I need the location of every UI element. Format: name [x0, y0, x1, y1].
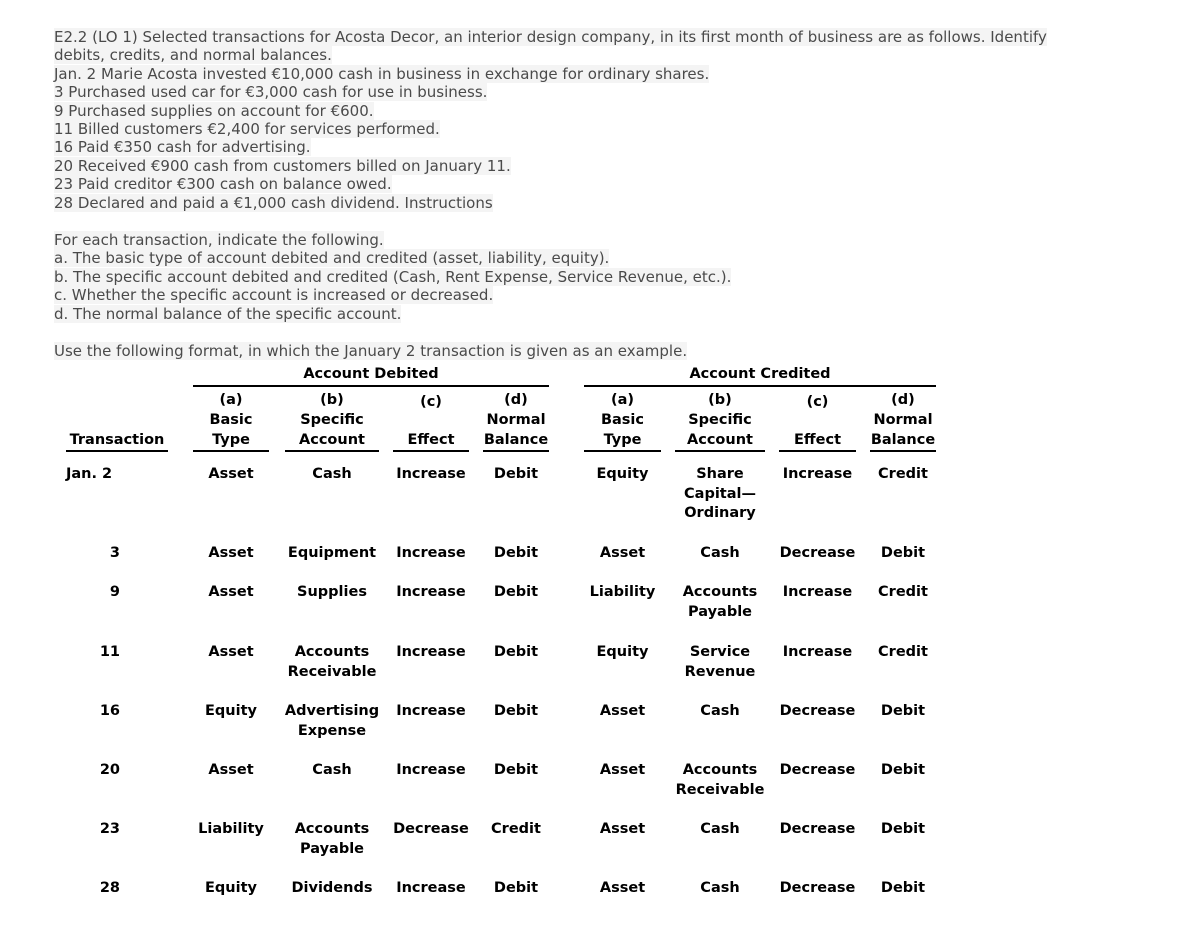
cell-line: Decrease: [779, 880, 856, 896]
instruction-line: [54, 305, 1134, 323]
column-header-line: Account: [299, 432, 365, 448]
credit-normal-balance-cell: [862, 761, 944, 781]
cell-line: Credit: [878, 466, 928, 482]
intro-line: [54, 83, 1134, 101]
cell-line: Payable: [300, 840, 364, 857]
instruction-line-text: b. The specific account debited and credited (Cash, Rent Expense, Service Revenue, etc.).: [54, 267, 732, 286]
credit-effect-cell: [771, 583, 864, 603]
debit-effect-cell: [385, 583, 477, 603]
cell-line: Service: [689, 644, 751, 660]
intro-line: [54, 157, 1134, 175]
credit-normal-balance-cell: [862, 583, 944, 603]
cell-line: Debit: [880, 821, 926, 837]
intro-line: [54, 175, 1134, 193]
debit-specific-account-cell: [277, 761, 387, 781]
debit-specific-account-cell: [277, 879, 387, 899]
credit-effect-cell: [771, 761, 864, 781]
credit-normal-balance-cell: [862, 879, 944, 899]
cell-line: Asset: [599, 703, 646, 719]
credit-specific-account-cell: [667, 465, 773, 524]
credit-basic-type-cell: [576, 879, 669, 899]
credit-basic-type-cell: [576, 761, 669, 781]
column-header-line: (d): [891, 392, 915, 408]
column-header-line: (c): [420, 394, 442, 410]
credit-basic-type-cell: [576, 820, 669, 840]
cell-line: Decrease: [393, 821, 469, 837]
debit-basic-type-cell: [185, 820, 277, 840]
instruction-line-text: For each transaction, indicate the following.: [54, 231, 384, 249]
transaction-date: 28: [99, 880, 120, 896]
credit-normal-balance-header: [870, 392, 936, 452]
intro-line-text: 9 Purchased supplies on account for €600.: [54, 101, 374, 120]
debit-effect-cell: [385, 761, 477, 781]
intro-line: [54, 102, 1134, 120]
cell-line: Asset: [208, 466, 254, 482]
cell-line: Debit: [880, 545, 926, 561]
intro-line-text: debits, credits, and normal balances.: [54, 46, 332, 65]
column-header-line: Balance: [870, 432, 936, 448]
credit-basic-type-cell: [576, 465, 669, 485]
debit-effect-cell: [385, 820, 477, 840]
column-header-line: Account: [687, 432, 753, 448]
intro-line: [54, 65, 1134, 83]
cell-line: Debit: [880, 880, 926, 896]
instruction-line-text: a. The basic type of account debited and credited (asset, liability, equity).: [54, 249, 610, 268]
debit-normal-balance-cell: [475, 544, 557, 564]
column-header-line: Specific: [300, 412, 364, 428]
transaction-date: 3: [109, 545, 120, 561]
cell-line: Decrease: [779, 821, 856, 837]
debit-specific-account-cell: [277, 465, 387, 485]
cell-line: Asset: [208, 644, 254, 660]
debit-basic-type-cell: [185, 465, 277, 485]
credit-effect-cell: [771, 465, 864, 485]
intro-line: [54, 28, 1134, 46]
debit-specific-account-cell: [277, 643, 387, 682]
cell-line: Cash: [312, 466, 352, 482]
cell-line: Advertising: [284, 703, 380, 719]
cell-line: Liability: [198, 821, 264, 837]
cell-line: Increase: [782, 466, 853, 482]
problem-statement: [54, 28, 1134, 212]
debit-normal-balance-cell: [475, 643, 557, 663]
cell-line: Expense: [297, 722, 367, 739]
debit-specific-account-header: [285, 392, 379, 452]
column-header-line: [779, 412, 856, 430]
credit-basic-type-cell: [576, 544, 669, 564]
debit-effect-cell: [385, 643, 477, 663]
cell-line: Supplies: [297, 584, 367, 600]
cell-line: Asset: [599, 762, 646, 778]
group-header-debited: Account Debited: [193, 365, 549, 387]
intro-line-text: 11 Billed customers €2,400 for services performed.: [54, 120, 440, 139]
cell-line: Equity: [205, 880, 257, 896]
format-note: [54, 342, 1134, 360]
cell-line: Decrease: [779, 545, 856, 561]
intro-line-text: E2.2 (LO 1) Selected transactions for Acosta Decor, an interior design company, in its first month of business are as follows. Identify: [54, 28, 1047, 46]
cell-line: Accounts: [682, 762, 758, 778]
cell-line: Debit: [493, 644, 539, 660]
instruction-line: [54, 268, 1134, 286]
cell-line: Credit: [491, 821, 541, 837]
intro-line-text: Jan. 2 Marie Acosta invested €10,000 cash in business in exchange for ordinary shares.: [54, 64, 710, 83]
debit-effect-cell: [385, 465, 477, 485]
credit-specific-account-cell: [667, 761, 773, 800]
credit-normal-balance-cell: [862, 643, 944, 663]
credit-normal-balance-cell: [862, 544, 944, 564]
debit-specific-account-cell: [277, 820, 387, 859]
column-header-line: Normal: [873, 412, 933, 428]
column-header-line: (c): [806, 394, 829, 410]
cell-line: Capital—: [684, 485, 756, 502]
cell-line: Increase: [396, 466, 466, 482]
cell-line: Debit: [880, 762, 926, 778]
column-header-line: Type: [603, 432, 642, 448]
credit-normal-balance-cell: [862, 820, 944, 840]
intro-line: [54, 120, 1134, 138]
credit-specific-account-cell: [667, 544, 773, 564]
cell-line: Debit: [493, 880, 539, 896]
credit-basic-type-cell: [576, 702, 669, 722]
cell-line: Debit: [880, 703, 926, 719]
column-header-line: [393, 412, 469, 430]
intro-line-text: 3 Purchased used car for €3,000 cash for use in business.: [54, 83, 488, 102]
column-header-line: Effect: [793, 432, 841, 448]
credit-specific-account-header: [675, 392, 765, 452]
intro-line: [54, 46, 1134, 64]
cell-line: Receivable: [287, 663, 377, 680]
cell-line: Increase: [396, 703, 466, 719]
instruction-line-text: d. The normal balance of the specific account.: [54, 304, 402, 323]
column-header-line: Normal: [486, 412, 546, 428]
debit-specific-account-cell: [277, 702, 387, 741]
credit-effect-cell: [771, 702, 864, 722]
credit-specific-account-cell: [667, 643, 773, 682]
cell-line: Cash: [700, 880, 740, 896]
credit-normal-balance-cell: [862, 702, 944, 722]
debit-normal-balance-cell: [475, 702, 557, 722]
intro-line: [54, 194, 1134, 212]
debit-basic-type-header: [193, 392, 269, 452]
column-header-line: (b): [708, 392, 732, 408]
debit-basic-type-cell: [185, 702, 277, 722]
transaction-date: Jan. 2: [66, 466, 113, 482]
group-header-credited: Account Credited: [584, 365, 936, 387]
debit-normal-balance-cell: [475, 465, 557, 485]
cell-line: Liability: [589, 584, 656, 600]
cell-line: Equity: [205, 703, 257, 719]
cell-line: Equity: [596, 644, 649, 660]
cell-line: Cash: [700, 821, 740, 837]
credit-basic-type-cell: [576, 643, 669, 663]
cell-line: Asset: [599, 880, 646, 896]
cell-line: Accounts: [294, 821, 370, 837]
cell-line: Asset: [599, 545, 646, 561]
intro-line-text: 28 Declared and paid a €1,000 cash dividend. Instructions: [54, 193, 493, 212]
cell-line: Ordinary: [684, 505, 756, 521]
debit-effect-cell: [385, 879, 477, 899]
transaction-header: [66, 392, 168, 452]
instruction-line: [54, 231, 1134, 249]
debit-specific-account-cell: [277, 583, 387, 603]
intro-line-text: 20 Received €900 cash from customers billed on January 11.: [54, 156, 511, 175]
transaction-date: 11: [99, 644, 120, 660]
debit-specific-account-cell: [277, 544, 387, 564]
instruction-line-text: c. Whether the specific account is increased or decreased.: [54, 286, 494, 305]
column-header-line: Basic: [600, 412, 645, 428]
cell-line: Increase: [396, 762, 466, 778]
debit-effect-cell: [385, 544, 477, 564]
cell-line: Increase: [782, 584, 853, 600]
debit-normal-balance-cell: [475, 583, 557, 603]
cell-line: Accounts: [682, 584, 758, 600]
intro-line-text: 23 Paid creditor €300 cash on balance owed.: [54, 175, 392, 194]
cell-line: Debit: [493, 466, 539, 482]
column-header-line: Balance: [483, 432, 549, 448]
cell-line: Credit: [878, 584, 928, 600]
debit-effect-cell: [385, 702, 477, 722]
debit-basic-type-cell: [185, 583, 277, 603]
credit-specific-account-cell: [667, 583, 773, 622]
cell-line: Asset: [599, 821, 646, 837]
instructions: [54, 231, 1134, 323]
cell-line: Cash: [312, 762, 352, 778]
instruction-line: [54, 249, 1134, 267]
cell-line: Debit: [493, 703, 539, 719]
cell-line: Revenue: [684, 663, 756, 680]
debit-normal-balance-cell: [475, 820, 557, 840]
cell-line: Asset: [208, 545, 254, 561]
column-header-line: (b): [320, 392, 344, 408]
credit-effect-header: [779, 392, 856, 452]
debit-basic-type-cell: [185, 544, 277, 564]
cell-line: Cash: [700, 703, 740, 719]
credit-effect-cell: [771, 544, 864, 564]
transaction-date: 16: [99, 703, 120, 719]
debit-normal-balance-cell: [475, 879, 557, 899]
debit-basic-type-cell: [185, 879, 277, 899]
debit-basic-type-cell: [185, 643, 277, 663]
column-header-line: (a): [610, 392, 635, 408]
cell-line: Cash: [700, 545, 740, 561]
transaction-header-label: Transaction: [69, 432, 165, 448]
column-header-line: Type: [212, 432, 250, 448]
cell-line: Asset: [208, 584, 254, 600]
cell-line: Debit: [493, 545, 539, 561]
cell-line: Payable: [688, 603, 752, 620]
column-header-line: Basic: [209, 412, 253, 428]
credit-effect-cell: [771, 879, 864, 899]
credit-basic-type-cell: [576, 583, 669, 603]
cell-line: Increase: [396, 545, 466, 561]
cell-line: Dividends: [291, 880, 373, 896]
debit-effect-header: [393, 392, 469, 452]
debit-normal-balance-header: [483, 392, 549, 452]
credit-effect-cell: [771, 820, 864, 840]
cell-line: Asset: [208, 762, 254, 778]
cell-line: Increase: [396, 644, 466, 660]
column-header-line: Specific: [688, 412, 752, 428]
credit-specific-account-cell: [667, 702, 773, 722]
format-line: Use the following format, in which the January 2 transaction is given as an example.: [54, 342, 688, 360]
cell-line: Decrease: [779, 703, 856, 719]
instruction-line: [54, 286, 1134, 304]
credit-normal-balance-cell: [862, 465, 944, 485]
cell-line: Share: [696, 466, 744, 482]
credit-specific-account-cell: [667, 820, 773, 840]
cell-line: Debit: [493, 584, 539, 600]
cell-line: Decrease: [779, 762, 856, 778]
transaction-date: 23: [99, 821, 120, 837]
column-header-line: Effect: [407, 432, 455, 448]
debit-normal-balance-cell: [475, 761, 557, 781]
credit-effect-cell: [771, 643, 864, 663]
credit-specific-account-cell: [667, 879, 773, 899]
cell-line: Receivable: [675, 781, 765, 798]
intro-line: [54, 138, 1134, 156]
transaction-date: 20: [99, 762, 120, 778]
cell-line: Equity: [596, 466, 649, 482]
cell-line: Equipment: [287, 545, 377, 561]
column-header-line: (d): [504, 392, 528, 408]
cell-line: Accounts: [294, 644, 370, 660]
cell-line: Increase: [396, 880, 466, 896]
cell-line: Increase: [396, 584, 466, 600]
cell-line: Credit: [878, 644, 928, 660]
intro-line-text: 16 Paid €350 cash for advertising.: [54, 138, 311, 157]
credit-basic-type-header: [584, 392, 661, 452]
cell-line: Debit: [493, 762, 539, 778]
debit-basic-type-cell: [185, 761, 277, 781]
column-header-line: (a): [219, 392, 243, 408]
transaction-date: 9: [109, 584, 120, 600]
cell-line: Increase: [782, 644, 853, 660]
